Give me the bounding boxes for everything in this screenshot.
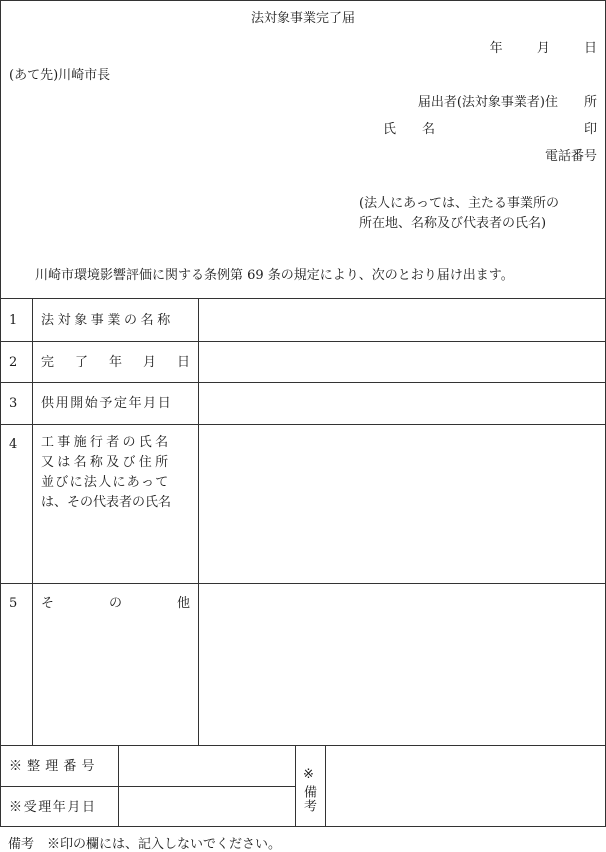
row-1-value[interactable] (199, 299, 605, 341)
applicant-address-label: 届出者(法対象事業者)住 所 (417, 95, 597, 110)
ref-number-value (119, 746, 295, 786)
received-date-value (119, 787, 295, 826)
row-1-label: 法対象事業の名称 (41, 313, 174, 328)
row-5-label (41, 597, 190, 610)
row-5-label-part: の (108, 596, 122, 611)
remarks-value (326, 746, 605, 826)
num-col-line (32, 298, 33, 745)
bottom-note: 備考 ※印の欄には、記入しないでください。 (8, 837, 282, 852)
row-5-value[interactable] (199, 584, 605, 745)
received-date-label: ※受理年月日 (9, 800, 97, 815)
row-3-value[interactable] (199, 383, 605, 424)
row-4-label (41, 433, 171, 513)
row-4-label-line: 又は名称及び住所 (41, 455, 172, 470)
corp-note-line1: (法人にあっては、主たる事業所の (359, 196, 559, 211)
row-3-label: 供用開始予定年月日 (41, 396, 173, 411)
row-2-label-part: 了 (74, 355, 88, 370)
row-2-label-part: 月 (142, 355, 156, 370)
row-2-label-part: 日 (176, 355, 190, 370)
row-1-number: 1 (9, 313, 18, 328)
corp-note-line2: 所在地、名称及び代表者の氏名) (359, 216, 547, 231)
row-4-label-line: 並びに法人にあって (41, 475, 170, 490)
row-5-number: 5 (9, 596, 18, 611)
row-4-label-line: 工事施行者の氏名 (41, 435, 172, 450)
remarks-mark: ※ (303, 767, 314, 782)
footer-col-line-2 (295, 745, 296, 826)
row-2-label-part: 完 (41, 355, 55, 370)
row-5-label-part: そ (41, 596, 55, 611)
applicant-name-label: 氏 名 (383, 122, 436, 137)
row-4-label-line: は、その代表者の氏名 (41, 495, 172, 510)
statement: 川崎市環境影響評価に関する条例第 69 条の規定により、次のとおり届け出ます。 (35, 268, 514, 283)
remarks-label: 備考 (301, 785, 316, 813)
row-2-label (41, 356, 190, 369)
row-5-label-part: 他 (176, 596, 190, 611)
form-title: 法対象事業完了届 (250, 11, 355, 26)
row-2-value[interactable] (199, 342, 605, 382)
seal-mark: 印 (583, 122, 597, 137)
row-3-number: 3 (9, 396, 18, 411)
row-2-number: 2 (9, 355, 18, 370)
date-day: 日 (583, 41, 597, 56)
date-year: 年 (489, 41, 503, 56)
submission-date (490, 42, 597, 55)
date-month: 月 (536, 41, 550, 56)
row-4-number: 4 (9, 437, 18, 452)
addressee: (あて先)川崎市長 (9, 68, 111, 83)
row-4-value[interactable] (199, 425, 605, 583)
phone-label: 電話番号 (544, 149, 597, 164)
ref-number-label: ※ 整 理 番 号 (9, 759, 96, 774)
row-2-label-part: 年 (108, 355, 122, 370)
